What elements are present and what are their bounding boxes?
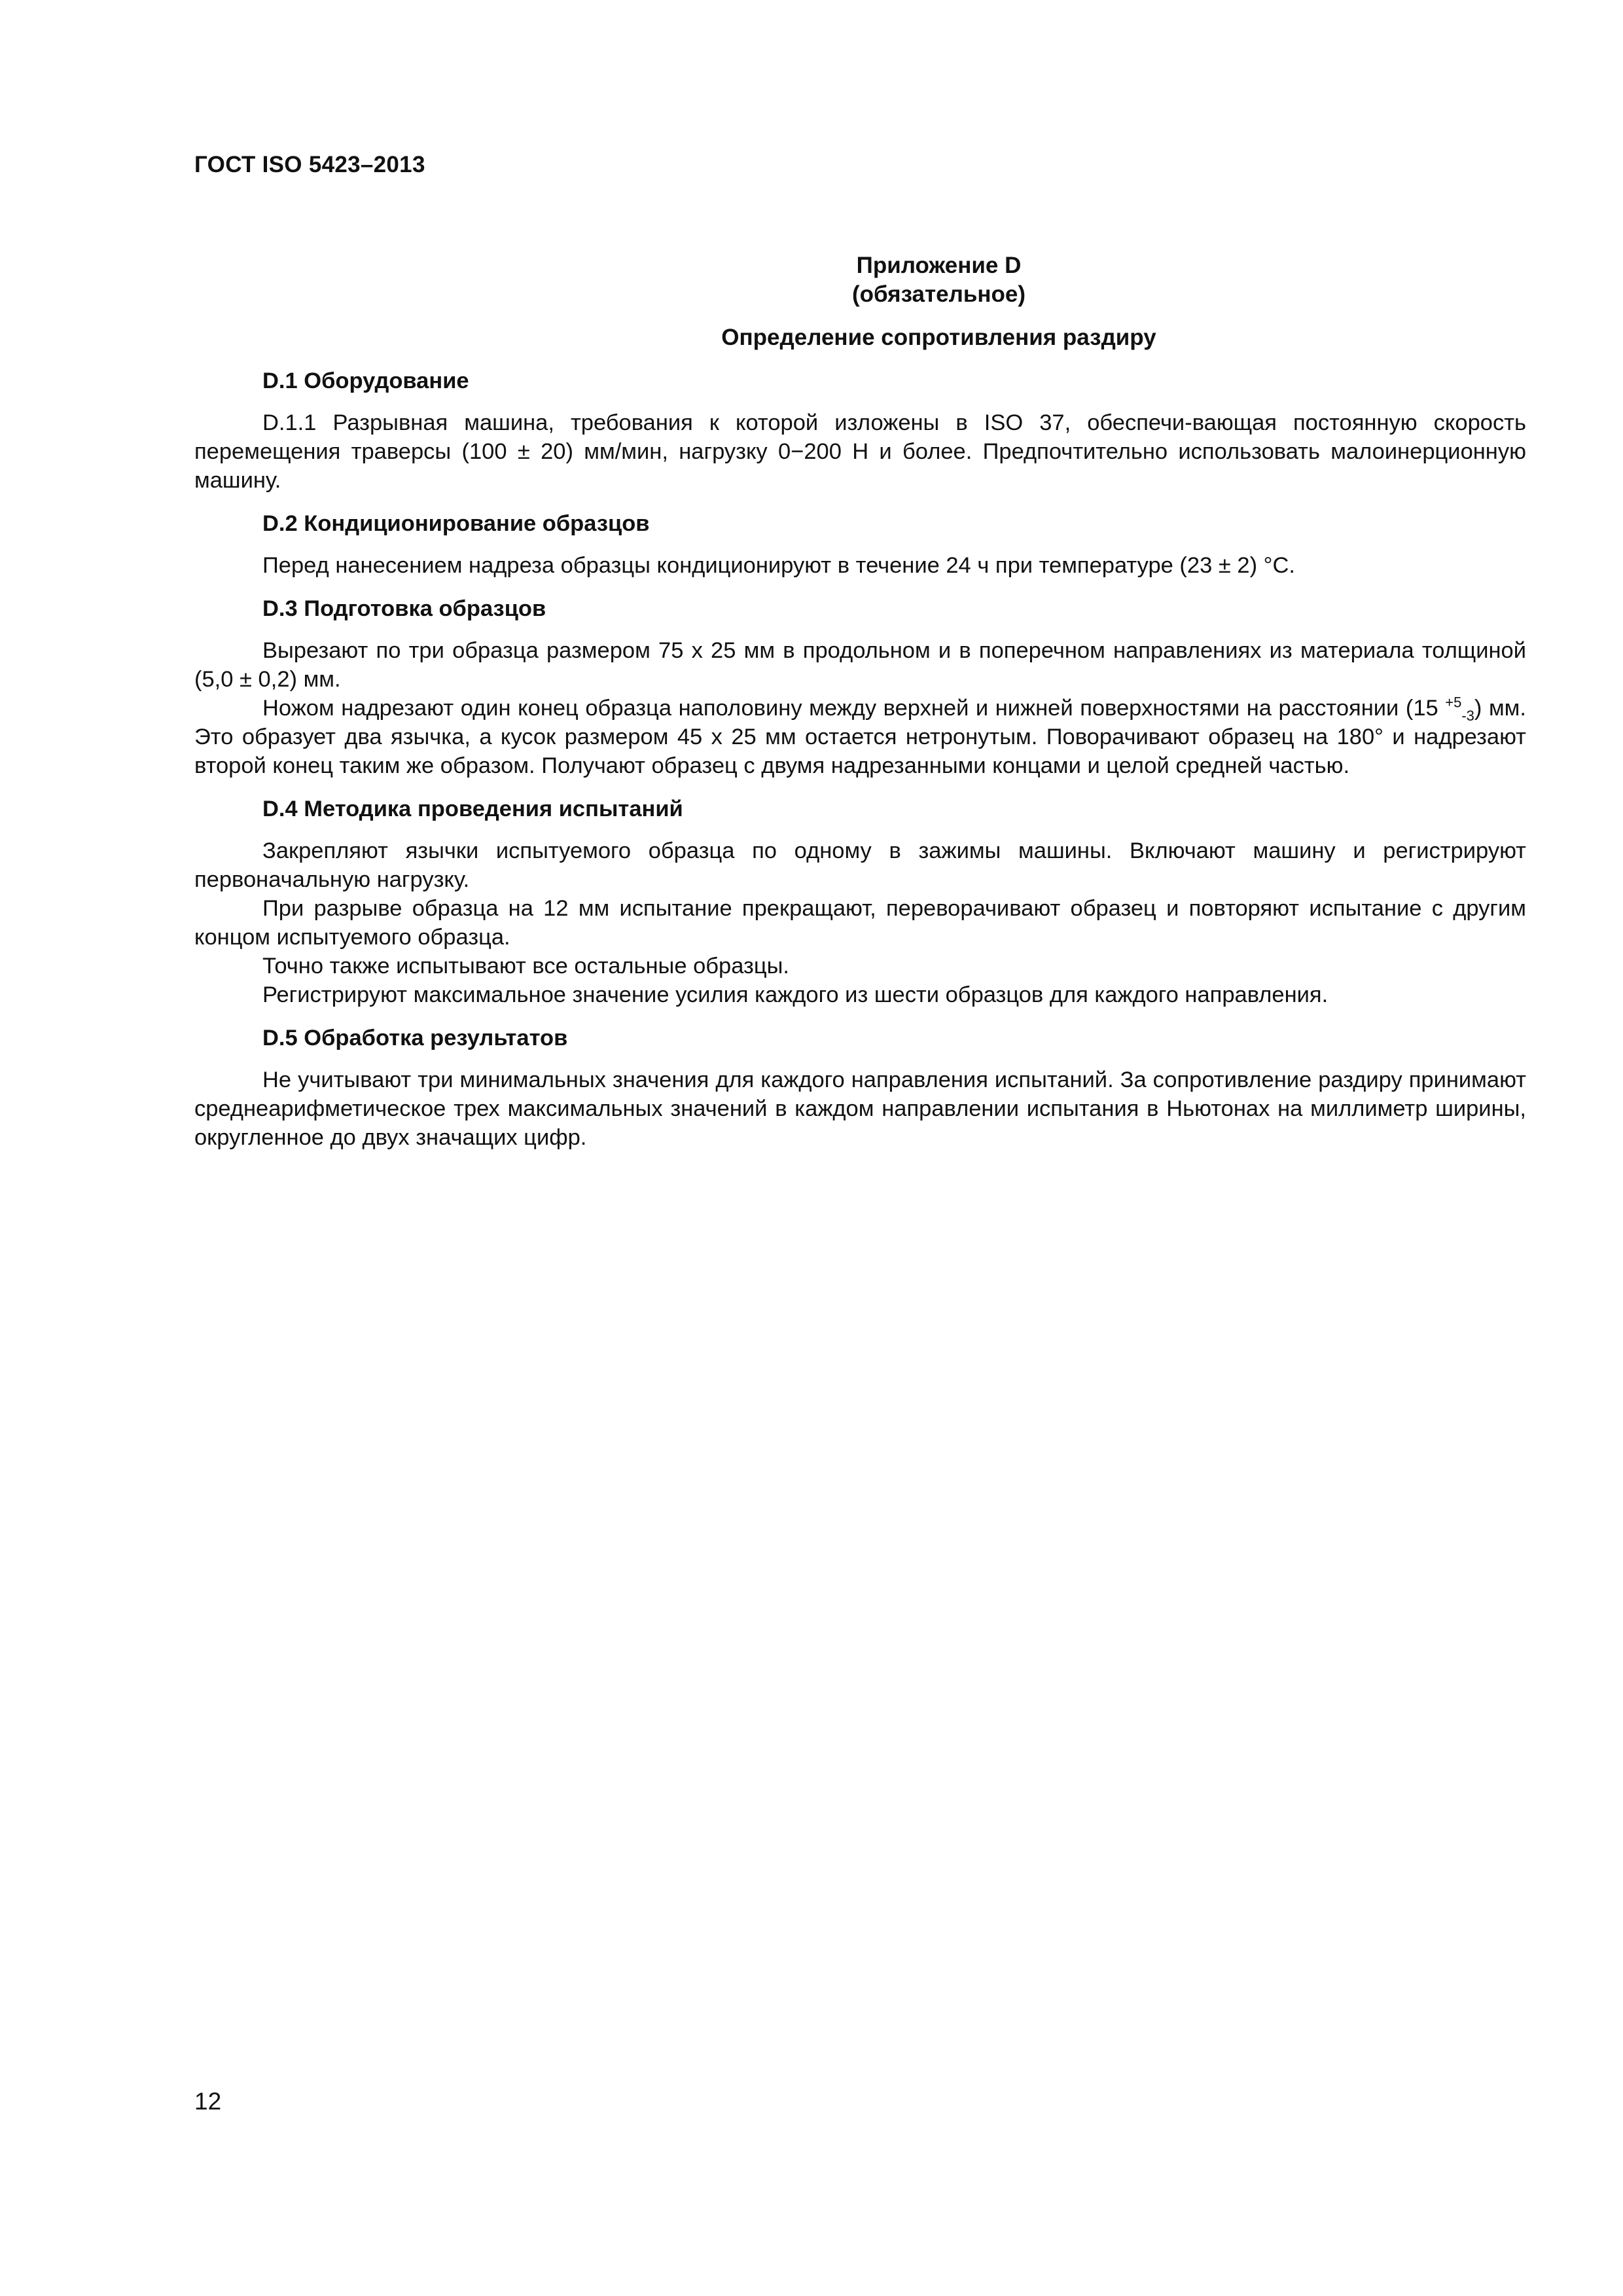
tolerance-upper: +5: [1445, 694, 1462, 711]
paragraph-d3-1: Вырезают по три образца размером 75 x 25 мм в продольном и в поперечном направлениях из материала толщиной (5,0 ± 0,2) мм.: [194, 638, 1526, 692]
appendix-label: Приложение D: [856, 253, 1022, 278]
appendix-title: Определение сопротивления раздиру: [721, 325, 1156, 350]
section-heading-d1: D.1 Оборудование: [262, 368, 469, 393]
page-number: 12: [194, 2088, 222, 2115]
paragraph-d1-1: D.1.1 Разрывная машина, требования к которой изложены в ISO 37, обеспечи-вающая постоянную скорость перемещения траверсы (100 ± 20) мм/мин, нагрузку 0−200 Н и более. Предпочтительно использовать малоинерционную машину.: [194, 410, 1526, 493]
paragraph-d3-2-start: Ножом надрезают один конец образца наполовину между верхней и нижней поверхностями на расстоянии (15: [262, 696, 1446, 721]
tolerance-lower: -3: [1461, 707, 1474, 724]
paragraph-d4-1: Закрепляют язычки испытуемого образца по одному в зажимы машины. Включают машину и регистрируют первоначальную нагрузку.: [194, 838, 1526, 892]
appendix-status: (обязательное): [851, 281, 1026, 307]
paragraph-d2-1: Перед нанесением надреза образцы кондиционируют в течение 24 ч при температуре (23 ± 2) °C.: [262, 553, 1295, 578]
paragraph-d4-4: Регистрируют максимальное значение усилия каждого из шести образцов для каждого направления.: [262, 982, 1329, 1007]
paragraph-d5-1: Не учитывают три минимальных значения для каждого направления испытаний. За сопротивление раздиру принимают среднеарифметическое трех максимальных значений в каждом направлении испытания в Ньютонах на миллиметр ширины, округленное до двух значащих цифр.: [194, 1067, 1526, 1150]
section-heading-d5: D.5 Обработка результатов: [262, 1026, 568, 1050]
paragraph-d4-2: При разрыве образца на 12 мм испытание прекращают, переворачивают образец и повторяют испытание с другим концом испытуемого образца.: [194, 896, 1526, 950]
section-heading-d3: D.3 Подготовка образцов: [262, 596, 546, 621]
document-code: ГОСТ ISO 5423–2013: [194, 152, 425, 177]
section-heading-d2: D.2 Кондиционирование образцов: [262, 511, 650, 536]
document-content: [194, 251, 1526, 1152]
paragraph-d3-2: [194, 694, 1526, 780]
paragraph-d4-3: Точно также испытывают все остальные образцы.: [262, 954, 790, 978]
section-heading-d4: D.4 Методика проведения испытаний: [262, 797, 683, 821]
paragraph-d3-2-end: ) мм. Это образует два язычка, а кусок размером 45 x 25 мм остается нетронутым. Поворачивают образец на 180° и надрезают второй конец таким же образом. Получают образец с двумя надрезанными концами и целой средней частью.: [194, 696, 1526, 778]
